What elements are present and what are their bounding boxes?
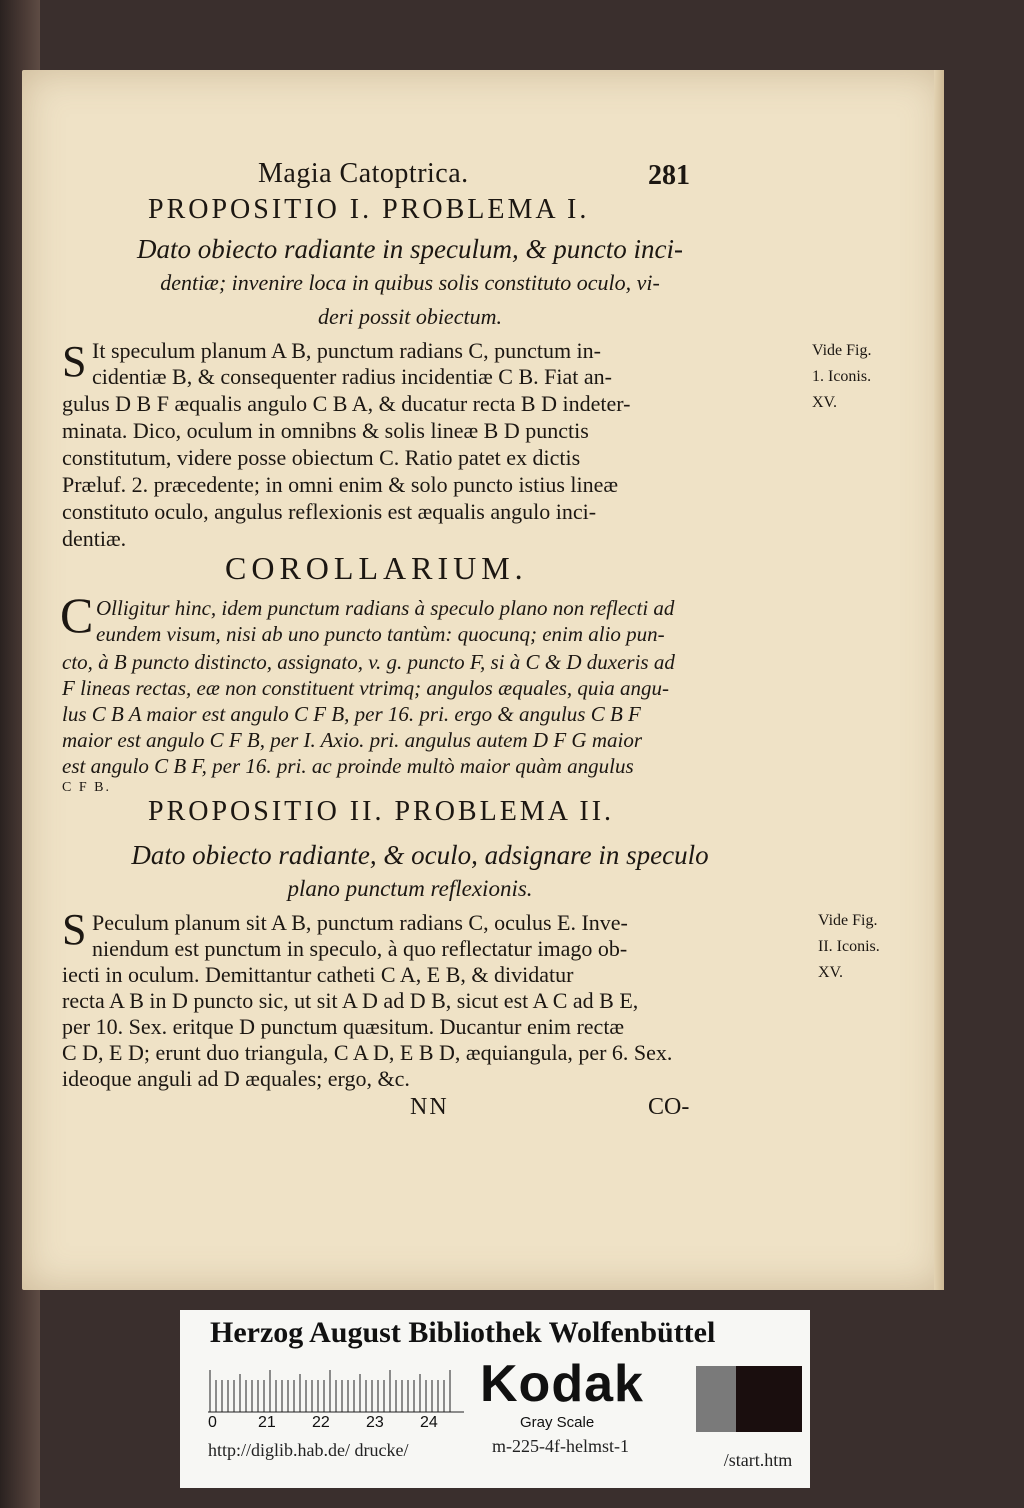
proposition-1-line-8: dentiæ. xyxy=(62,526,127,551)
proposition-1-line-2: cidentiæ B, & consequenter radius incidentiæ C B. Fiat an- xyxy=(92,364,612,389)
proposition-2-line-7: ideoque anguli ad D æquales; ergo, &c. xyxy=(62,1066,410,1091)
proposition-1-line-1: It speculum planum A B, punctum radians C, punctum in- xyxy=(92,338,601,363)
proposition-1-margin-note-2: 1. Iconis. xyxy=(812,368,872,385)
proposition-1-heading: PROPOSITIO I. PROBLEMA I. xyxy=(148,194,590,225)
ruler-label-0: 0 xyxy=(208,1414,217,1431)
shelfmark-code: m-225-4f-helmst-1 xyxy=(492,1436,629,1456)
corollary-line-7: est angulo C B F, per 16. pri. ac proinde multò maior quàm angulus xyxy=(62,754,634,778)
catchword: CO- xyxy=(648,1094,690,1120)
page-edge xyxy=(934,70,944,1290)
gray-scale-label: Gray Scale xyxy=(520,1414,595,1431)
proposition-1-margin-note-1: Vide Fig. xyxy=(812,342,872,359)
ruler-label-24: 24 xyxy=(420,1414,438,1431)
proposition-1-line-3: gulus D B F æqualis angulo C B A, & ducatur recta B D indeter- xyxy=(62,391,631,416)
proposition-1-enunciation-line-1: Dato obiecto radiante in speculum, & puncto inci- xyxy=(137,234,683,264)
proposition-2-margin-note-2: II. Iconis. xyxy=(818,938,880,955)
proposition-1-margin-note-3: XV. xyxy=(812,394,838,411)
start-link: /start.htm xyxy=(708,1440,808,1480)
proposition-2-line-5: per 10. Sex. eritque D punctum quæsitum. Ducantur enim rectæ xyxy=(62,1014,625,1039)
kodak-logo: Kodak xyxy=(480,1355,644,1413)
proposition-2-heading: PROPOSITIO II. PROBLEMA II. xyxy=(148,796,615,827)
proposition-2-margin-note-1: Vide Fig. xyxy=(818,912,878,929)
gray-swatch xyxy=(696,1366,736,1432)
proposition-1-enunciation-line-2: dentiæ; invenire loca in quibus solis constituto oculo, vi- xyxy=(160,270,660,295)
signature-mark: NN xyxy=(410,1094,449,1120)
proposition-1-line-4: minata. Dico, oculum in omnibns & solis lineæ B D punctis xyxy=(62,418,589,443)
proposition-2-margin-note-3: XV. xyxy=(818,964,844,981)
corollary-line-4: F lineas rectas, eæ non constituent vtrimq; angulos æquales, quia angu- xyxy=(62,676,670,700)
proposition-2-enunciation-line-1: Dato obiecto radiante, & oculo, adsignare in speculo xyxy=(131,840,709,870)
library-name: Herzog August Bibliothek Wolfenbüttel xyxy=(210,1316,716,1349)
black-swatch xyxy=(736,1366,802,1432)
corollary-dropcap: C xyxy=(60,587,94,643)
corollary-line-2: eundem visum, nisi ab uno puncto tantùm: quocunq; enim alio pun- xyxy=(96,622,665,646)
proposition-2-line-3: iecti in oculum. Demittantur catheti C A, E B, & dividatur xyxy=(62,962,574,987)
corollary-line-6: maior est angulo C F B, per I. Axio. pri. angulus autem D F G maior xyxy=(62,728,643,752)
page-number: 281 xyxy=(648,160,690,191)
ruler-label-23: 23 xyxy=(366,1414,384,1431)
proposition-2-line-4: recta A B in D puncto sic, ut sit A D ad D B, sicut est A C ad B E, xyxy=(62,988,639,1013)
ruler-label-21: 21 xyxy=(258,1414,276,1431)
proposition-1-dropcap: S xyxy=(62,337,87,386)
proposition-2-line-1: Peculum planum sit A B, punctum radians C, oculus E. Inve- xyxy=(92,910,628,935)
proposition-2-line-6: C D, E D; erunt duo triangula, C A D, E B D, æquiangula, per 6. Sex. xyxy=(62,1040,673,1065)
proposition-1-line-7: constituto oculo, angulus reflexionis est æqualis angulo inci- xyxy=(62,499,597,524)
running-head-title: Magia Catoptrica. xyxy=(258,158,469,189)
ruler-label-22: 22 xyxy=(312,1414,330,1431)
proposition-1-line-6: Præluf. 2. præcedente; in omni enim & solo puncto istius lineæ xyxy=(62,472,619,497)
proposition-2-line-2: niendum est punctum in speculo, à quo reflectatur imago ob- xyxy=(92,936,628,961)
corollary-line-8: C F B. xyxy=(62,780,111,795)
proposition-1-enunciation-line-3: deri possit obiectum. xyxy=(318,304,502,329)
proposition-2-enunciation-line-2: plano punctum reflexionis. xyxy=(287,876,533,901)
corollary-heading: COROLLARIUM. xyxy=(225,550,528,586)
corollary-line-1: Olligitur hinc, idem punctum radians à speculo plano non reflecti ad xyxy=(96,596,675,620)
proposition-2-dropcap: S xyxy=(62,905,87,954)
proposition-1-line-5: constitutum, videre posse obiectum C. Ratio patet ex dictis xyxy=(62,445,581,470)
library-url: http://diglib.hab.de/ drucke/ xyxy=(208,1440,409,1460)
corollary-line-3: cto, à B puncto distincto, assignato, v. g. puncto F, si à C & D duxeris ad xyxy=(62,650,675,674)
corollary-line-5: lus C B A maior est angulo C F B, per 16. pri. ergo & angulus C B F xyxy=(62,702,641,726)
